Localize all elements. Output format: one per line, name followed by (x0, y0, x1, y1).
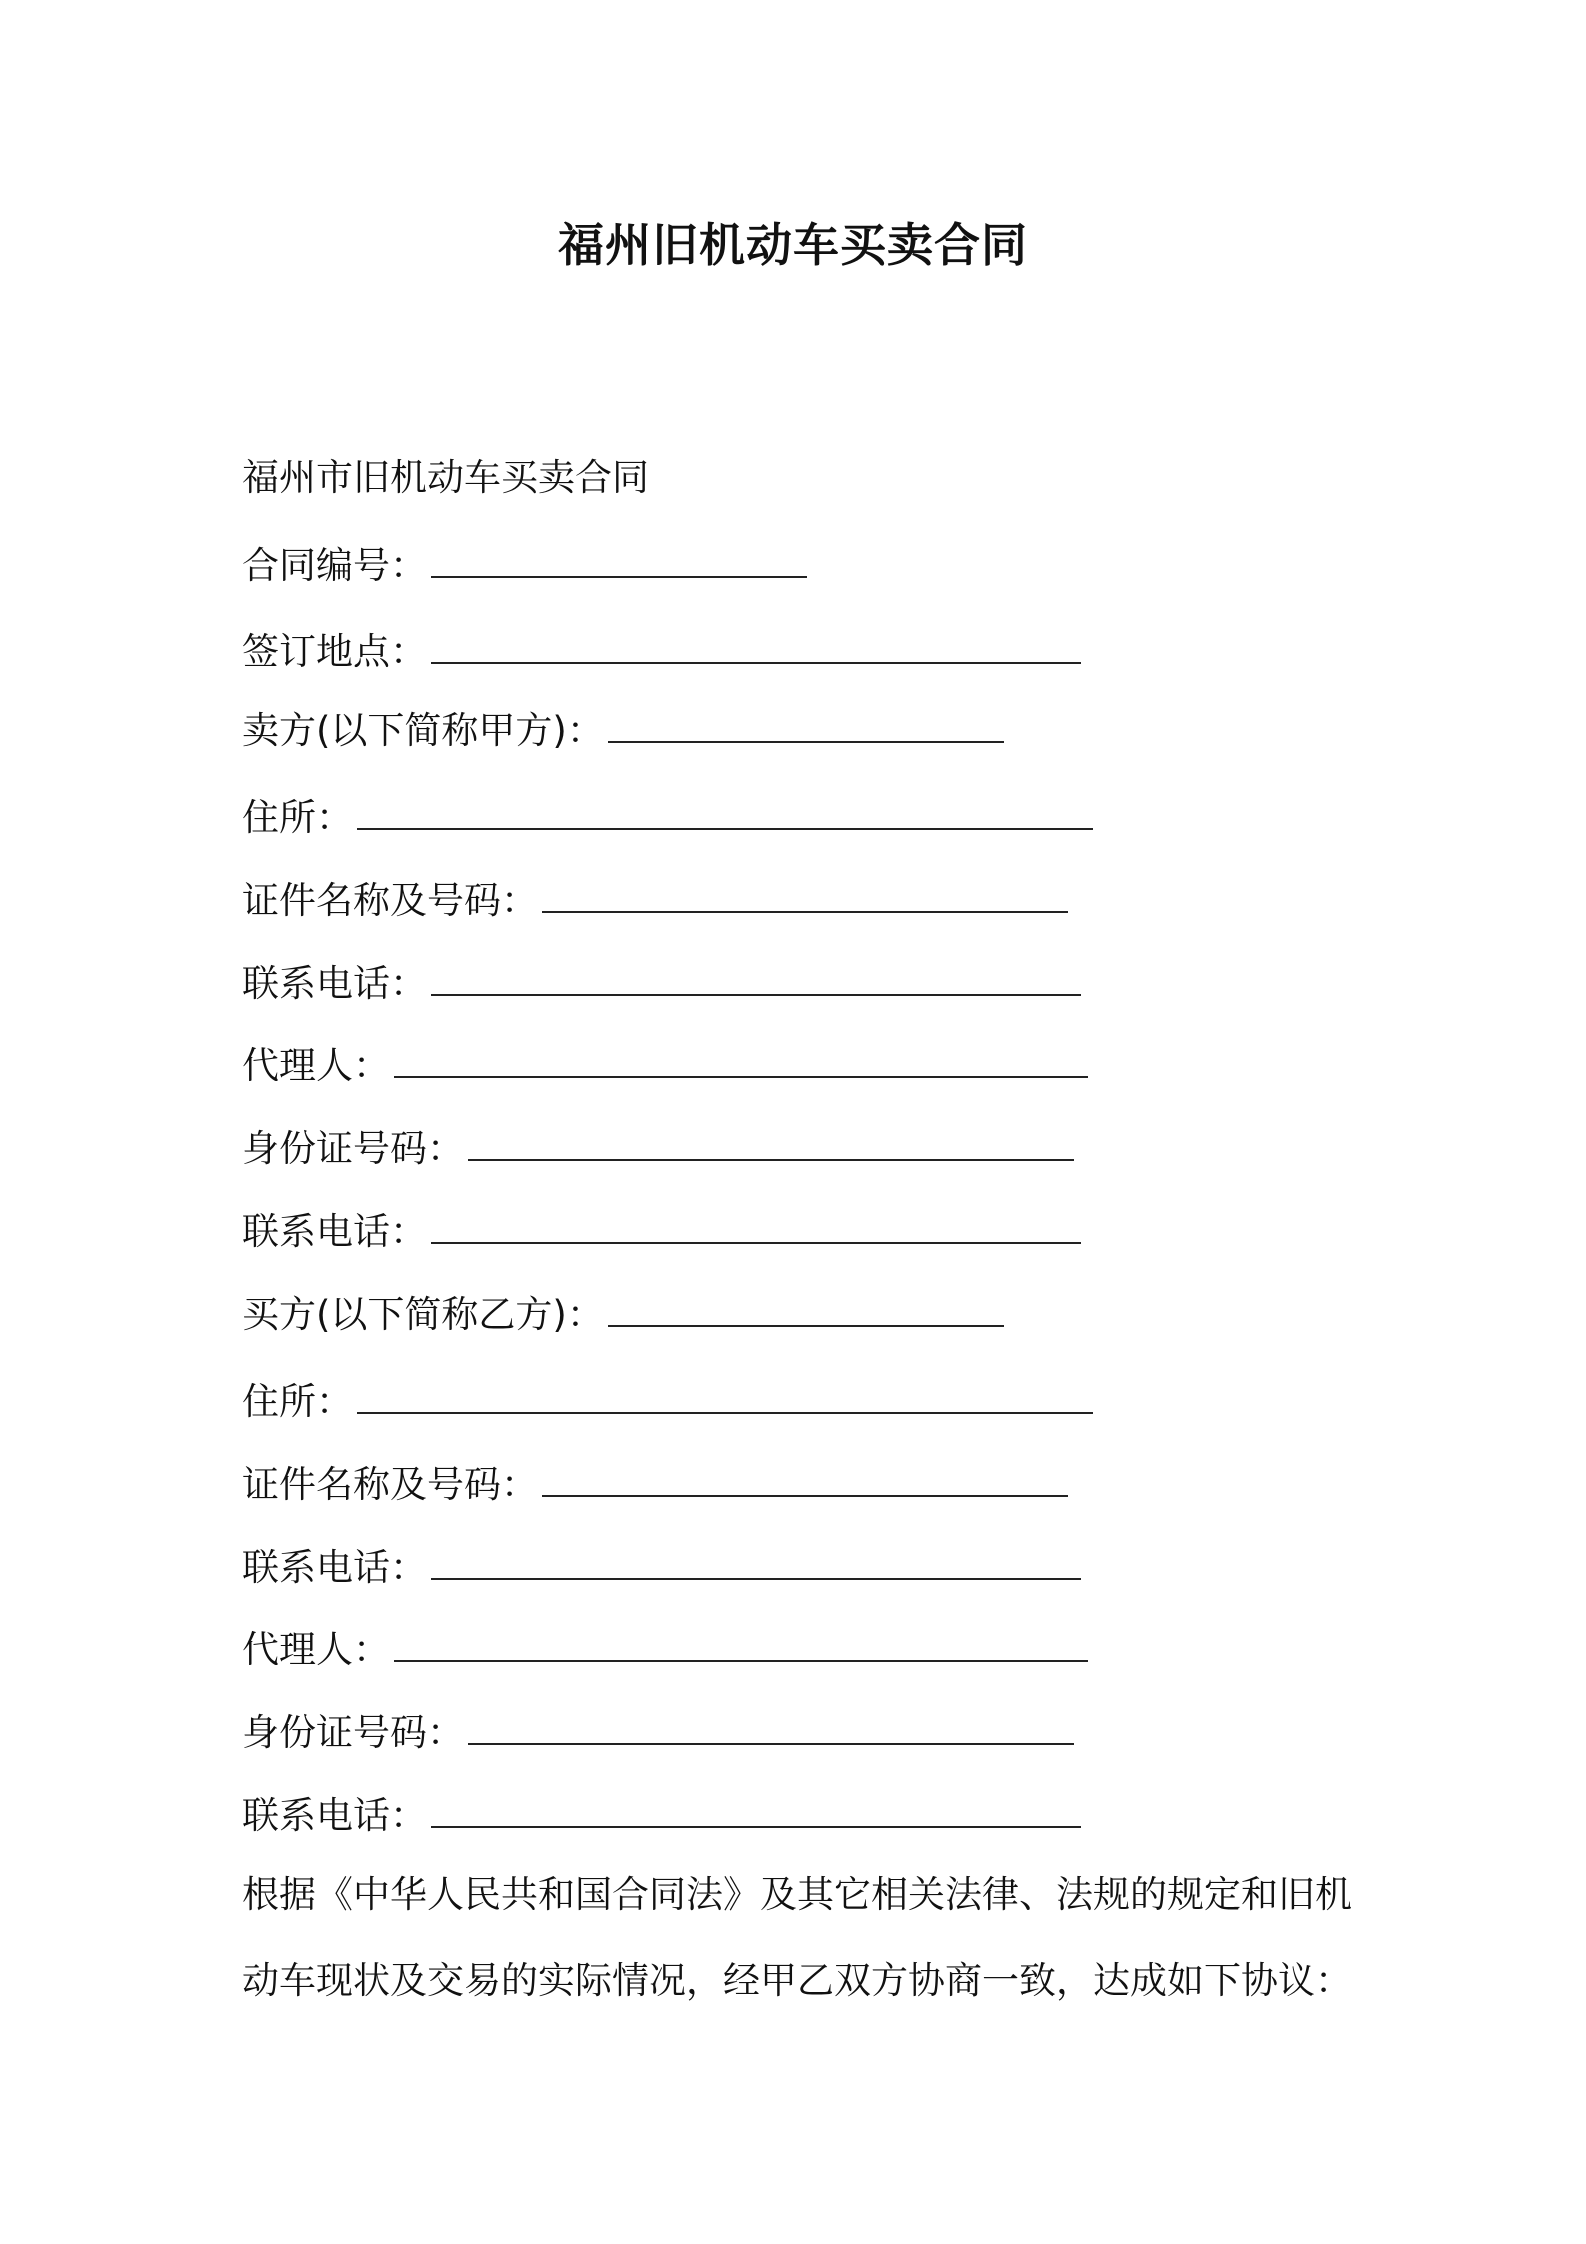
field-seller-id-doc (242, 873, 1068, 926)
field-signing-place (242, 624, 1081, 677)
field-label: 买方(以下简称乙方)： (242, 1293, 604, 1336)
buyer-phone-blank[interactable] (431, 1540, 1081, 1580)
buyer-agent-blank[interactable] (394, 1622, 1088, 1662)
field-seller-address (242, 790, 1093, 843)
contract-number-blank[interactable] (431, 538, 807, 578)
field-label: 身份证号码： (242, 1127, 464, 1170)
buyer-address-blank[interactable] (357, 1374, 1093, 1414)
buyer-id-doc-blank[interactable] (542, 1457, 1068, 1497)
field-label: 住所： (242, 796, 353, 839)
document-title: 福州旧机动车买卖合同 (558, 218, 1028, 272)
field-label: 身份证号码： (242, 1711, 464, 1754)
seller-phone-blank[interactable] (431, 956, 1081, 996)
seller-blank[interactable] (608, 703, 1004, 743)
agreement-paragraph-line-1: 根据《中华人民共和国合同法》及其它相关法律、法规的规定和旧机 (242, 1873, 1352, 1916)
field-label: 卖方(以下简称甲方)： (242, 709, 604, 752)
buyer-agent-id-blank[interactable] (468, 1705, 1074, 1745)
field-label: 联系电话： (242, 1546, 427, 1589)
field-seller-agent-phone (242, 1204, 1081, 1257)
field-buyer-agent-id (242, 1705, 1074, 1758)
field-label: 联系电话： (242, 1210, 427, 1253)
field-label: 证件名称及号码： (242, 879, 538, 922)
field-label: 证件名称及号码： (242, 1463, 538, 1506)
field-buyer-address (242, 1374, 1093, 1427)
buyer-blank[interactable] (608, 1287, 1004, 1327)
field-label: 联系电话： (242, 1794, 427, 1837)
field-label: 联系电话： (242, 962, 427, 1005)
seller-agent-blank[interactable] (394, 1038, 1088, 1078)
field-seller-phone (242, 956, 1081, 1009)
seller-agent-id-blank[interactable] (468, 1121, 1074, 1161)
field-seller-agent (242, 1038, 1088, 1091)
buyer-agent-phone-blank[interactable] (431, 1788, 1081, 1828)
field-label: 合同编号： (242, 544, 427, 587)
signing-place-blank[interactable] (431, 624, 1081, 664)
agreement-paragraph-line-2: 动车现状及交易的实际情况，经甲乙双方协商一致，达成如下协议： (242, 1959, 1352, 2002)
field-buyer-agent (242, 1622, 1088, 1675)
seller-agent-phone-blank[interactable] (431, 1204, 1081, 1244)
field-label: 代理人： (242, 1044, 390, 1087)
field-buyer-agent-phone (242, 1788, 1081, 1841)
document-subtitle: 福州市旧机动车买卖合同 (242, 456, 649, 499)
field-label: 签订地点： (242, 630, 427, 673)
field-seller (242, 703, 1004, 756)
seller-address-blank[interactable] (357, 790, 1093, 830)
field-contract-number (242, 538, 807, 591)
field-buyer (242, 1287, 1004, 1340)
field-seller-agent-id (242, 1121, 1074, 1174)
field-buyer-id-doc (242, 1457, 1068, 1510)
seller-id-doc-blank[interactable] (542, 873, 1068, 913)
field-label: 住所： (242, 1380, 353, 1423)
field-buyer-phone (242, 1540, 1081, 1593)
field-label: 代理人： (242, 1628, 390, 1671)
